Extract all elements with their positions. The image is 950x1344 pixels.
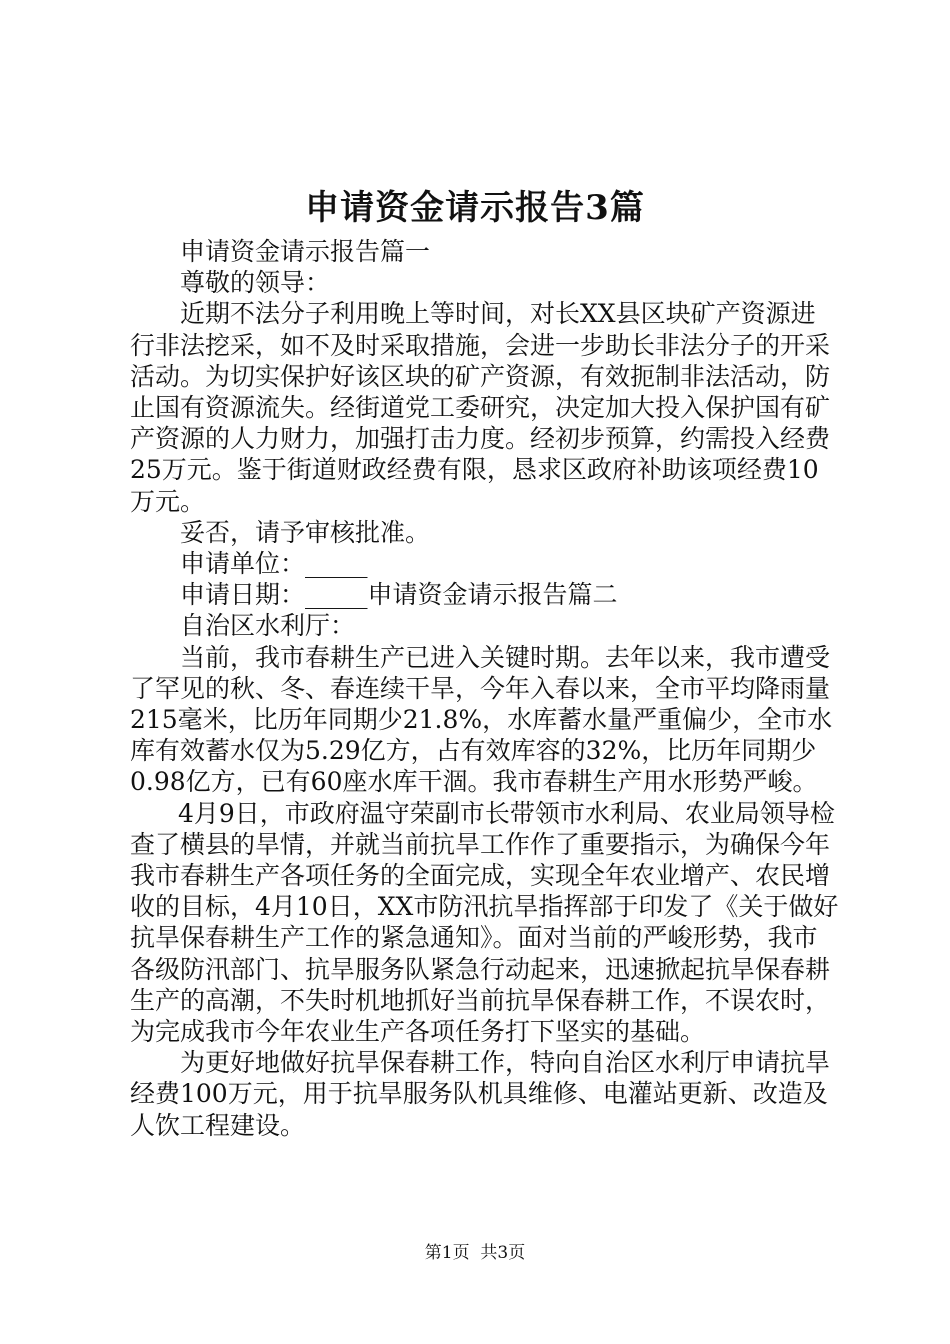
body-paragraph: 近期不法分子利用晚上等时间，对长XX县区块矿产资源进行非法挖采，如不及时采取措施，会进一步助长非法分子的开采活动。为切实保护好该区块的矿产资源，有效扼制非法活动，防止国有资源流失。经街道党工委研究，决定加大投入保护国有矿产资源的人力财力，加强打击力度。经初步预算，约需投入经费25万元。鉴于街道财政经费有限，恳求区政府补助该项经费10万元。 xyxy=(130,299,831,516)
request-approval-line: 妥否，请予审核批准。 xyxy=(180,517,431,547)
salutation-1: 尊敬的领导： xyxy=(180,268,331,298)
page-number: 第1页 xyxy=(424,1243,470,1263)
document-title: 申请资金请示报告3篇 xyxy=(305,188,645,228)
page-total: 共3页 xyxy=(480,1243,526,1263)
section-heading-1: 申请资金请示报告篇一 xyxy=(180,237,431,266)
applicant-unit-line: 申请单位：_____ xyxy=(180,549,368,579)
body-paragraph: 为更好地做好抗旱保春耕工作，特向自治区水利厅申请抗旱经费100万元，用于抗旱服务队机具维修、电灌站更新、改造及人饮工程建设。 xyxy=(130,1048,831,1140)
document-body xyxy=(130,236,840,1141)
salutation-2: 自治区水利厅： xyxy=(180,611,356,641)
application-date-line: 申请日期：_____申请资金请示报告篇二 xyxy=(180,580,618,610)
page-footer xyxy=(0,1241,950,1265)
body-paragraph: 4月9日，市政府温守荣副市长带领市水利局、农业局领导检查了横县的旱情，并就当前抗旱工作作了重要指示，为确保今年我市春耕生产各项任务的全面完成，实现全年农业增产、农民增收的目标，4月10日，XX市防汛抗旱指挥部于印发了《关于做好抗旱保春耕生产工作的紧急通知》。面对当前的严峻形势，我市各级防汛部门、抗旱服务队紧急行动起来，迅速掀起抗旱保春耕生产的高潮，不失时机地抓好当前抗旱保春耕工作，不误农时，为完成我市今年农业生产各项任务打下坚实的基础。 xyxy=(130,798,839,1047)
body-paragraph: 当前，我市春耕生产已进入关键时期。去年以来，我市遭受了罕见的秋、冬、春连续干旱，今年入春以来，全市平均降雨量215毫米，比历年同期少21.8%，水库蓄水量严重偏少，全市水库有效蓄水仅为5.29亿方，占有效库容的32%，比历年同期少0.98亿方，已有60座水库干涸。我市春耕生产用水形势严峻。 xyxy=(130,642,833,797)
